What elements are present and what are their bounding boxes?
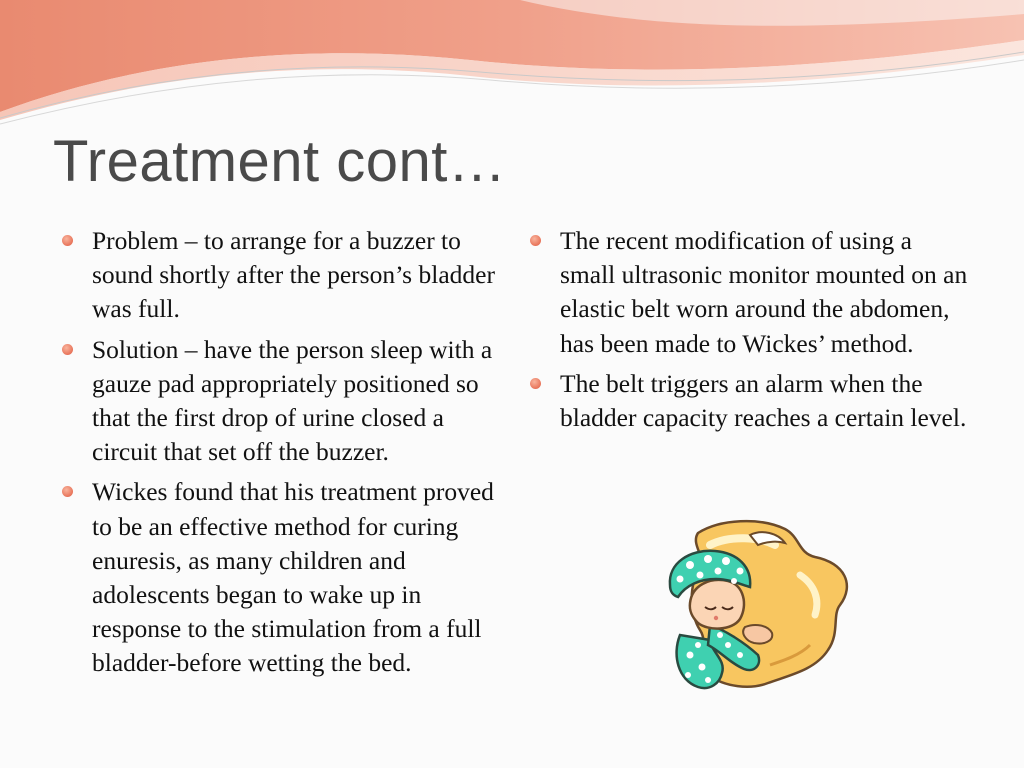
bullet-item	[62, 224, 502, 327]
bullet-item	[530, 367, 970, 435]
bullet-text: The recent modification of using a small ultrasonic monitor mounted on an elastic belt worn around the abdomen, has been made to Wickes’ method.	[560, 226, 968, 358]
bullet-item	[62, 333, 502, 470]
bullet-dot-icon	[62, 235, 73, 246]
bullet-dot-icon	[62, 486, 73, 497]
bullet-dot-icon	[530, 235, 541, 246]
bullet-text: Wickes found that his treatment proved to be an effective method for curing enuresis, as many children and adolescents began to wake up in response to the stimulation from a full bladder-before wetting the bed.	[92, 477, 494, 678]
bullet-dot-icon	[530, 378, 541, 389]
bullet-text: Solution – have the person sleep with a gauze pad appropriately positioned so that the first drop of urine closed a circuit that set off the buzzer.	[92, 334, 493, 467]
bullet-dot-icon	[62, 344, 73, 355]
bullet-text: Problem – to arrange for a buzzer to sound shortly after the person’s bladder was full.	[92, 226, 495, 324]
slide-title: Treatment cont…	[53, 129, 507, 194]
bullet-item	[530, 224, 970, 361]
right-bullet-list	[530, 224, 970, 441]
header-wave-decoration	[0, 0, 1024, 130]
sleeping-child-hugging-pillow-icon	[650, 515, 860, 695]
bullet-text: The belt triggers an alarm when the bladder capacity reaches a certain level.	[560, 368, 967, 433]
bullet-item	[62, 475, 502, 680]
left-bullet-list	[62, 224, 502, 687]
